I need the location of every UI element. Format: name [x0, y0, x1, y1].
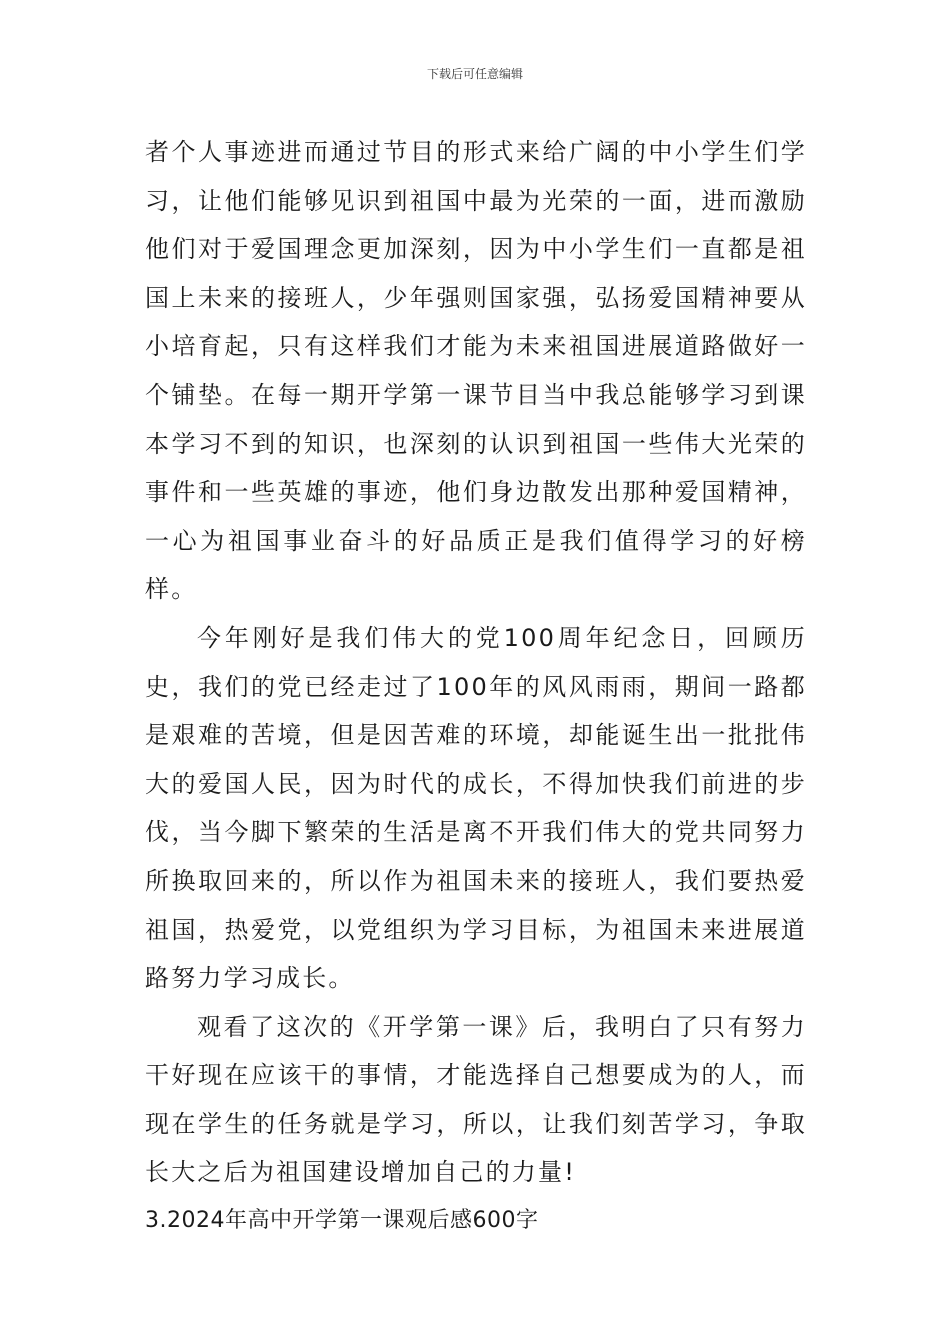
document-body — [145, 128, 807, 1246]
page-header-note: 下载后可任意编辑 — [426, 67, 523, 81]
paragraph-continuation: 者个人事迹进而通过节目的形式来给广阔的中小学生们学习，让他们能够见识到祖国中最为光荣的一面，进而激励他们对于爱国理念更加深刻，因为中小学生们一直都是祖国上未来的接班人，少年强则国家强，弘扬爱国精神要从小培育起，只有这样我们才能为未来祖国进展道路做好一个铺垫。在每一期开学第一课节目当中我总能够学习到课本学习不到的知识，也深刻的认识到祖国一些伟大光荣的事件和一些英雄的事迹，他们身边散发出那种爱国精神，一心为祖国事业奋斗的好品质正是我们值得学习的好榜样。 — [145, 138, 807, 604]
section-heading: 3.2024年高中开学第一课观后感600字 — [145, 1208, 539, 1234]
paragraph-party-centenary: 今年刚好是我们伟大的党100周年纪念日，回顾历史，我们的党已经走过了100年的风风雨雨，期间一路都是艰难的苦境，但是因苦难的环境，却能诞生出一批批伟大的爱国人民，因为时代的成长，不得加快我们前进的步伐，当今脚下繁荣的生活是离不开我们伟大的党共同努力所换取回来的，所以作为祖国未来的接班人，我们要热爱祖国，热爱党，以党组织为学习目标，为祖国未来进展道路努力学习成长。 — [145, 623, 807, 993]
paragraph-conclusion: 观看了这次的《开学第一课》后，我明白了只有努力干好现在应该干的事情，才能选择自己想要成为的人，而现在学生的任务就是学习，所以，让我们刻苦学习，争取长大之后为祖国建设增加自己的力量! — [145, 1012, 807, 1187]
